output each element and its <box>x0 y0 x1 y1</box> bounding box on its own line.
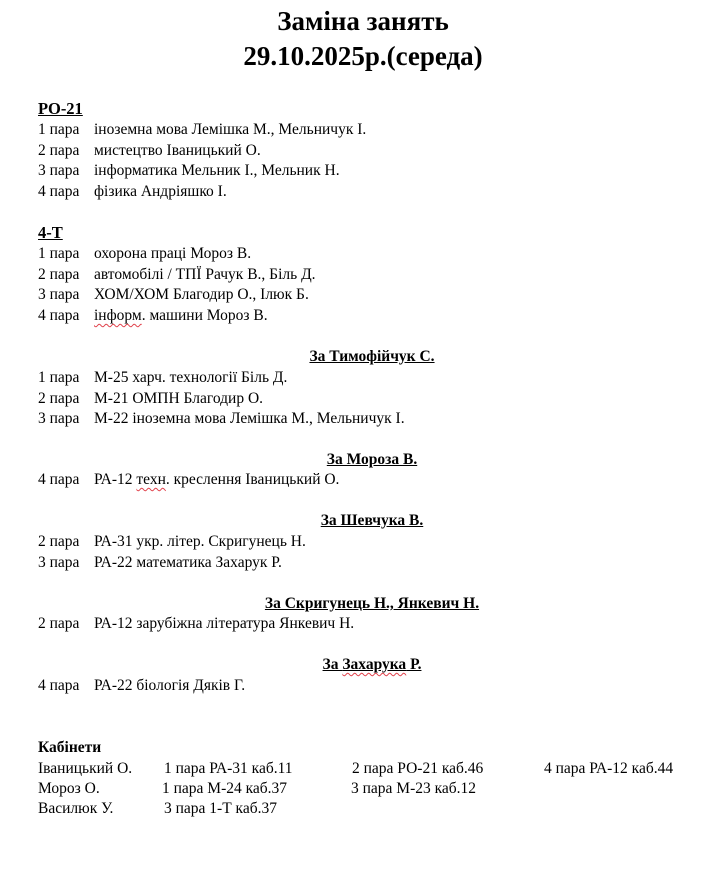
para-number: 4 пара <box>38 471 80 488</box>
lesson-text: фізика Андріяшко І. <box>94 183 227 200</box>
list-item <box>38 244 251 264</box>
list-item <box>38 265 316 285</box>
para-number: 4 пара <box>38 183 80 200</box>
para-number: 2 пара <box>38 390 80 407</box>
lesson-text: М-25 харч. технології Біль Д. <box>94 369 288 386</box>
para-number: 3 пара <box>38 162 80 179</box>
cabinet-teacher-name: Василюк У. <box>38 800 114 817</box>
cabinet-entry: 1 пара М-24 каб.37 <box>162 780 288 797</box>
para-number: 3 пара <box>38 410 80 427</box>
list-item <box>38 676 245 696</box>
lesson-text: . машини Мороз В. <box>141 307 268 324</box>
list-item <box>38 614 354 634</box>
list-item <box>38 285 309 305</box>
substitution-title-timofiychuk: За Тимофійчук С. <box>309 348 435 365</box>
cabinet-teacher-name: Мороз О. <box>38 780 100 797</box>
cabinet-entry: 2 пара РО-21 каб.46 <box>352 760 484 777</box>
title-text: За <box>322 656 343 673</box>
cabinet-entry: 3 пара М-23 каб.12 <box>351 780 477 797</box>
lesson-text: мистецтво Іваницький О. <box>94 142 261 159</box>
list-item <box>38 120 366 140</box>
para-number: 1 пара <box>38 245 80 262</box>
substitution-title-skryhunets: За Скригунець Н., Янкевич Н. <box>264 595 480 612</box>
para-number: 2 пара <box>38 266 80 283</box>
list-item <box>38 470 339 490</box>
group-title-ro21: РО-21 <box>38 99 83 118</box>
title-text-spellcheck: Захарука <box>342 656 407 673</box>
para-number: 4 пара <box>38 307 80 324</box>
cabinet-entry: 4 пара РА-12 каб.44 <box>544 760 674 777</box>
lesson-text: . креслення Іваницький О. <box>165 471 340 488</box>
page-date: 29.10.2025р.(середа) <box>243 41 483 71</box>
list-item <box>38 141 261 161</box>
lesson-text-spellcheck: техн <box>136 471 166 488</box>
substitution-title-zakharuk <box>38 655 706 675</box>
para-number: 1 пара <box>38 121 80 138</box>
substitution-title-shevchuk: За Шевчука В. <box>320 512 424 529</box>
para-number: 3 пара <box>38 286 80 303</box>
lesson-text: РА-22 математика Захарук Р. <box>94 554 282 571</box>
lesson-text: інформатика Мельник І., Мельник Н. <box>94 162 340 179</box>
substitution-title-moroz: За Мороза В. <box>326 451 418 468</box>
list-item <box>38 368 287 388</box>
para-number: 3 пара <box>38 554 80 571</box>
list-item <box>38 553 282 573</box>
cabinets-title: Кабінети <box>38 739 102 756</box>
lesson-text: РА-31 укр. літер. Скригунець Н. <box>94 533 306 550</box>
title-text: Р. <box>406 656 422 673</box>
lesson-text: іноземна мова Лемішка М., Мельничук І. <box>94 121 367 138</box>
lesson-text: автомобілі / ТПЇ Рачук В., Біль Д. <box>94 266 316 283</box>
para-number: 2 пара <box>38 142 80 159</box>
lesson-text: охорона праці Мороз В. <box>94 245 252 262</box>
para-number: 1 пара <box>38 369 80 386</box>
group-title-4t: 4-Т <box>38 223 63 242</box>
cabinet-entry: 1 пара РА-31 каб.11 <box>164 760 293 777</box>
list-item <box>38 306 268 326</box>
lesson-text: М-22 іноземна мова Лемішка М., Мельничук І. <box>94 410 405 427</box>
cabinet-entry: 3 пара 1-Т каб.37 <box>164 800 277 817</box>
lesson-text: М-21 ОМПН Благодир О. <box>94 390 264 407</box>
cabinet-teacher-name: Іваницький О. <box>38 760 133 777</box>
para-number: 2 пара <box>38 615 80 632</box>
lesson-text: РА-12 зарубіжна література Янкевич Н. <box>94 615 355 632</box>
list-item <box>38 161 340 181</box>
para-number: 4 пара <box>38 677 80 694</box>
list-item <box>38 409 405 429</box>
list-item <box>38 532 306 552</box>
lesson-text-spellcheck: інформ <box>94 307 142 324</box>
para-number: 2 пара <box>38 533 80 550</box>
list-item <box>38 389 263 409</box>
lesson-text: РА-22 біологія Дяків Г. <box>94 677 246 694</box>
lesson-text: ХОМ/ХОМ Благодир О., Ілюк Б. <box>94 286 309 303</box>
page-title: Заміна занять <box>277 6 449 36</box>
list-item <box>38 182 227 202</box>
lesson-text: РА-12 <box>94 471 137 488</box>
